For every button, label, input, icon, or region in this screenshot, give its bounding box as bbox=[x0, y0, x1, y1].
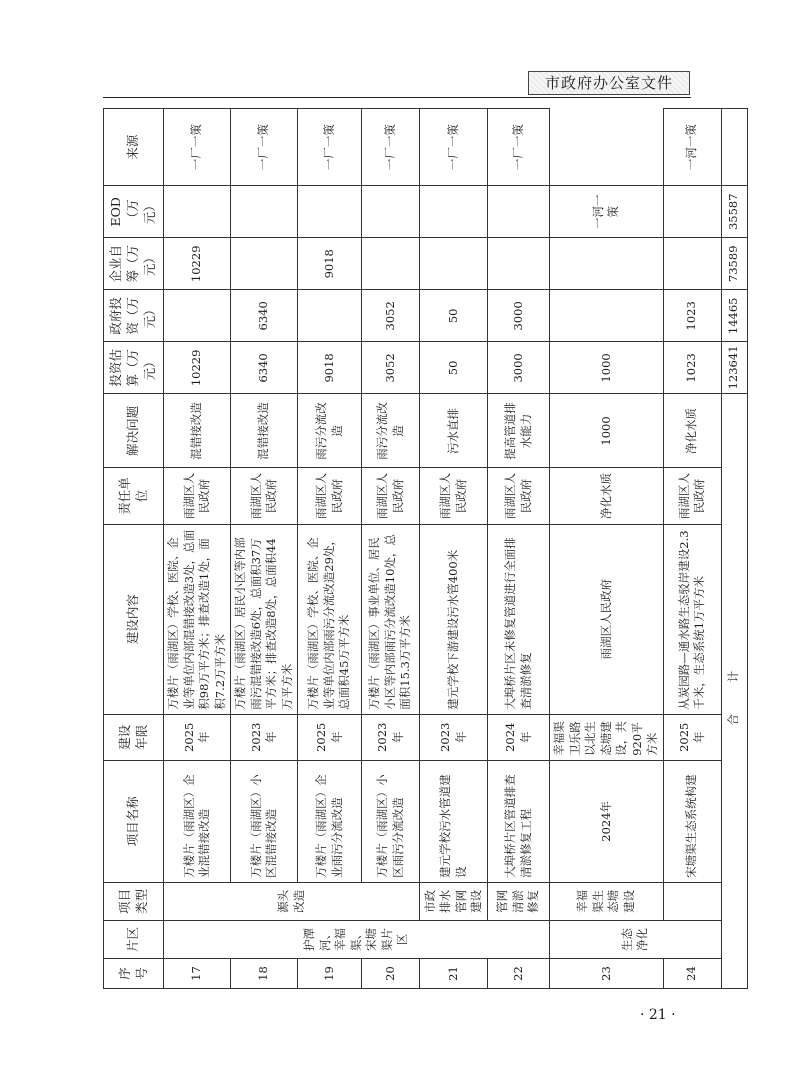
cell-problem: 混错接改造 bbox=[231, 394, 298, 468]
total-eod: 35587 bbox=[721, 186, 747, 238]
cell-ent bbox=[362, 238, 420, 290]
col-header-invest: 投资估算（万元） bbox=[104, 342, 164, 394]
col-header-no: 序号 bbox=[104, 958, 164, 988]
cell-district: 护潭河、幸福渠、宋塘渠片区 bbox=[164, 920, 550, 958]
cell-gov bbox=[164, 290, 231, 342]
cell-source: 一厂一策 bbox=[420, 109, 488, 186]
cell-ent bbox=[550, 290, 664, 342]
cell-year: 2024年 bbox=[550, 760, 664, 882]
table-row bbox=[362, 109, 420, 989]
cell-year: 2023年 bbox=[420, 714, 488, 760]
cell-content: 万楼片（雨湖区）学校、医院、企业等单位内部混错接改造3处，总面积98万平方米；排查改造1处，面积7.2万平方米 bbox=[164, 524, 231, 714]
cell-eod bbox=[231, 186, 298, 238]
cell-unit: 雨湖区人民政府 bbox=[362, 468, 420, 524]
project-table bbox=[103, 108, 748, 989]
table-row bbox=[420, 109, 488, 989]
cell-problem: 净化水质 bbox=[550, 468, 664, 524]
cell-ent: 10229 bbox=[164, 238, 231, 290]
cell-gov: 3000 bbox=[488, 290, 550, 342]
cell-invest: 1023 bbox=[663, 342, 721, 394]
cell-name: 万楼片（雨湖区）小区雨污分流改造 bbox=[362, 760, 420, 882]
cell-no: 17 bbox=[164, 958, 231, 988]
cell-name: 幸福渠生态塘建设 bbox=[550, 882, 664, 920]
table-row bbox=[231, 109, 298, 989]
cell-invest: 3000 bbox=[488, 342, 550, 394]
cell-no: 18 bbox=[231, 958, 298, 988]
cell-type: 管网清淤修复 bbox=[488, 882, 550, 920]
cell-unit: 雨湖区人民政府 bbox=[550, 524, 664, 714]
cell-name: 建元学校污水管道建设 bbox=[420, 760, 488, 882]
cell-year: 2025年 bbox=[298, 714, 362, 760]
total-gov: 14465 bbox=[721, 290, 747, 342]
col-header-type: 项目类型 bbox=[104, 882, 164, 920]
cell-year: 2024年 bbox=[488, 714, 550, 760]
cell-gov bbox=[298, 290, 362, 342]
cell-problem: 净化水质 bbox=[663, 394, 721, 468]
cell-content: 万楼片（雨湖区）事业单位、居民小区等内部雨污分流改造10处，总面积15.3万平方米 bbox=[362, 524, 420, 714]
cell-content: 建元学校下游建设污水管400米 bbox=[420, 524, 488, 714]
total-label: 合 计 bbox=[721, 394, 747, 989]
table-total-row bbox=[721, 109, 747, 989]
cell-problem: 雨污分流改造 bbox=[362, 394, 420, 468]
cell-invest: 3052 bbox=[362, 342, 420, 394]
cell-gov: 1023 bbox=[663, 290, 721, 342]
table-row bbox=[298, 109, 362, 989]
cell-content: 从炭园路—通水路生态驳岸建设2.3千米，生态系统1万平方米 bbox=[663, 524, 721, 714]
cell-invest: 6340 bbox=[231, 342, 298, 394]
cell-invest: 9018 bbox=[298, 342, 362, 394]
table-row bbox=[488, 109, 550, 989]
cell-source: 一厂一策 bbox=[164, 109, 231, 186]
cell-invest: 1000 bbox=[550, 394, 664, 468]
cell-problem: 雨污分流改造 bbox=[298, 394, 362, 468]
col-header-district: 片区 bbox=[104, 920, 164, 958]
cell-year: 2023年 bbox=[231, 714, 298, 760]
table-row bbox=[164, 109, 231, 989]
cell-unit: 雨湖区人民政府 bbox=[231, 468, 298, 524]
cell-source: 一厂一策 bbox=[488, 109, 550, 186]
cell-ent: 9018 bbox=[298, 238, 362, 290]
col-header-name: 项目名称 bbox=[104, 760, 164, 882]
total-source bbox=[721, 109, 747, 186]
cell-eod bbox=[298, 186, 362, 238]
cell-unit: 雨湖区人民政府 bbox=[164, 468, 231, 524]
cell-ent bbox=[488, 238, 550, 290]
cell-no: 22 bbox=[488, 958, 550, 988]
cell-gov: 3052 bbox=[362, 290, 420, 342]
cell-source: 一厂一策 bbox=[231, 109, 298, 186]
cell-eod bbox=[550, 238, 664, 290]
col-header-source: 来源 bbox=[104, 109, 164, 186]
cell-no: 23 bbox=[550, 958, 664, 988]
cell-unit: 雨湖区人民政府 bbox=[298, 468, 362, 524]
cell-source: 一河一策 bbox=[550, 186, 664, 238]
cell-gov: 6340 bbox=[231, 290, 298, 342]
cell-invest: 50 bbox=[420, 342, 488, 394]
cell-eod bbox=[362, 186, 420, 238]
cell-type: 市政排水管网建设 bbox=[420, 882, 488, 920]
cell-no: 21 bbox=[420, 958, 488, 988]
cell-content: 万楼片（雨湖区）居民小区等内部雨污混错接改造6处，总面积37万平方米；排查改造8处，总面积44万平方米 bbox=[231, 524, 298, 714]
total-ent: 73589 bbox=[721, 238, 747, 290]
cell-name: 万楼片（雨湖区）企业雨污分流改造 bbox=[298, 760, 362, 882]
cell-problem: 污水直排 bbox=[420, 394, 488, 468]
cell-eod bbox=[663, 186, 721, 238]
cell-no: 19 bbox=[298, 958, 362, 988]
total-invest: 123641 bbox=[721, 342, 747, 394]
table-row bbox=[663, 109, 721, 989]
cell-type: 生态净化 bbox=[550, 920, 722, 958]
cell-year: 2025年 bbox=[663, 714, 721, 760]
cell-ent bbox=[420, 238, 488, 290]
cell-source: 一厂一策 bbox=[298, 109, 362, 186]
cell-type: 源头改造 bbox=[164, 882, 420, 920]
col-header-ent: 企业自筹（万元） bbox=[104, 238, 164, 290]
col-header-unit: 责任单位 bbox=[104, 468, 164, 524]
table-row bbox=[550, 109, 664, 989]
cell-content: 万楼片（雨湖区）学校、医院、企业等单位内部雨污分流改造29处，总面积45万平方米 bbox=[298, 524, 362, 714]
cell-eod bbox=[488, 186, 550, 238]
cell-invest: 10229 bbox=[164, 342, 231, 394]
col-header-content: 建设内容 bbox=[104, 524, 164, 714]
col-header-problem: 解决问题 bbox=[104, 394, 164, 468]
cell-district-empty bbox=[663, 882, 721, 920]
cell-year: 2025年 bbox=[164, 714, 231, 760]
col-header-year: 建设年限 bbox=[104, 714, 164, 760]
cell-ent bbox=[663, 238, 721, 290]
cell-unit: 雨湖区人民政府 bbox=[663, 468, 721, 524]
cell-name: 宋塘渠生态系统构建 bbox=[663, 760, 721, 882]
cell-eod bbox=[420, 186, 488, 238]
cell-gov: 50 bbox=[420, 290, 488, 342]
cell-unit: 雨湖区人民政府 bbox=[420, 468, 488, 524]
cell-problem: 混错接改造 bbox=[164, 394, 231, 468]
cell-problem: 提高管道排水能力 bbox=[488, 394, 550, 468]
col-header-eod: EOD（万元） bbox=[104, 186, 164, 238]
doc-header-label: 市政府办公室文件 bbox=[528, 71, 690, 95]
page-number: · 21 · bbox=[640, 1007, 676, 1023]
cell-source: 一厂一策 bbox=[362, 109, 420, 186]
col-header-gov: 政府投资（万元） bbox=[104, 290, 164, 342]
cell-content: 幸福渠卫乐路以北生态塘建设，共920平方米 bbox=[550, 714, 664, 760]
cell-content: 大埠桥片区未修复管道进行全面排查清淤修复 bbox=[488, 524, 550, 714]
cell-name: 万楼片（雨湖区）小区混错接改造 bbox=[231, 760, 298, 882]
cell-eod bbox=[164, 186, 231, 238]
cell-source: 一河一策 bbox=[663, 109, 721, 186]
cell-name: 大埠桥片区管道排查清淤修复工程 bbox=[488, 760, 550, 882]
cell-gov: 1000 bbox=[550, 342, 664, 394]
cell-no: 20 bbox=[362, 958, 420, 988]
rotated-table-container bbox=[103, 108, 741, 989]
cell-name: 万楼片（雨湖区）企业混错接改造 bbox=[164, 760, 231, 882]
table-header-row bbox=[104, 109, 164, 989]
cell-year: 2023年 bbox=[362, 714, 420, 760]
cell-ent bbox=[231, 238, 298, 290]
cell-no: 24 bbox=[663, 958, 721, 988]
cell-unit: 雨湖区人民政府 bbox=[488, 468, 550, 524]
